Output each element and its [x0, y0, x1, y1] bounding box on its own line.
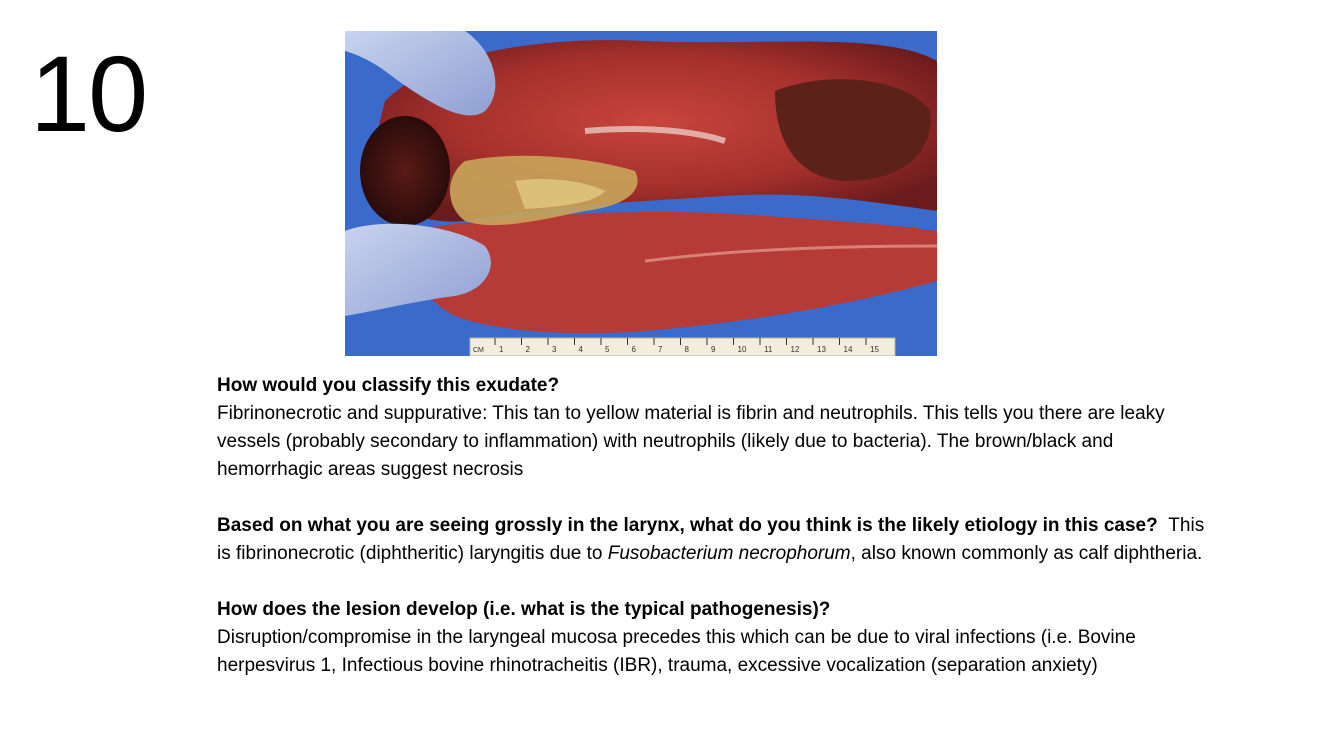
- larynx-photo-illustration: [345, 31, 937, 356]
- ruler-tick-label: 2: [525, 345, 530, 354]
- answer-2-text-end: , also known commonly as calf diphtheria.: [850, 543, 1203, 564]
- answer-2-text: This is fibrinonecrotic (diphtheritic) laryngitis due to: [217, 515, 1205, 564]
- ruler-tick-label: 12: [790, 345, 800, 354]
- question-2: Based on what you are seeing grossly in the larynx, what do you think is the likely etiology in this case?: [217, 515, 1158, 536]
- question-3: How does the lesion develop (i.e. what is the typical pathogenesis)?: [217, 599, 831, 620]
- larynx-specimen-photo: [345, 31, 937, 356]
- ruler-tick-label: 10: [737, 345, 747, 354]
- ruler-tick-label: 11: [764, 345, 773, 354]
- answer-1: Fibrinonecrotic and suppurative: This tan to yellow material is fibrin and neutrophils. This tells you there are leaky vessels (probably secondary to inflammation) with neutrophils (likely due to bacteria). The brown/black and hemorrhagic areas suggest necrosis: [217, 403, 1165, 480]
- qa-block-1: [217, 372, 1217, 484]
- ruler-tick-label: 5: [605, 345, 610, 354]
- ruler-tick-label: 3: [552, 345, 557, 354]
- ruler-tick-label: 9: [711, 345, 716, 354]
- hemorrhagic-area-left: [360, 116, 450, 226]
- qa-content: [217, 372, 1217, 680]
- ruler-tick-label: 6: [631, 345, 636, 354]
- question-1: How would you classify this exudate?: [217, 375, 560, 396]
- ruler-tick-label: 14: [843, 345, 853, 354]
- ruler-tick-label: 4: [578, 345, 583, 354]
- slide-number: 10: [30, 33, 147, 154]
- ruler-tick-label: 13: [817, 345, 826, 354]
- ruler-tick-label: 8: [684, 345, 689, 354]
- measurement-ruler: [470, 338, 895, 356]
- ruler-tick-label: 1: [499, 345, 504, 354]
- answer-2-organism: Fusobacterium necrophorum: [607, 543, 851, 564]
- ruler-tick-label: 7: [658, 345, 663, 354]
- answer-3: Disruption/compromise in the laryngeal mucosa precedes this which can be due to viral infections (i.e. Bovine herpesvirus 1, Infectious bovine rhinotracheitis (IBR), trauma, excessive vocalization (separation anxiety): [217, 627, 1136, 676]
- qa-block-3: [217, 596, 1217, 680]
- ruler-tick-label: 15: [870, 345, 879, 354]
- ruler-unit-label: CM: [473, 347, 484, 354]
- qa-block-2: [217, 512, 1217, 568]
